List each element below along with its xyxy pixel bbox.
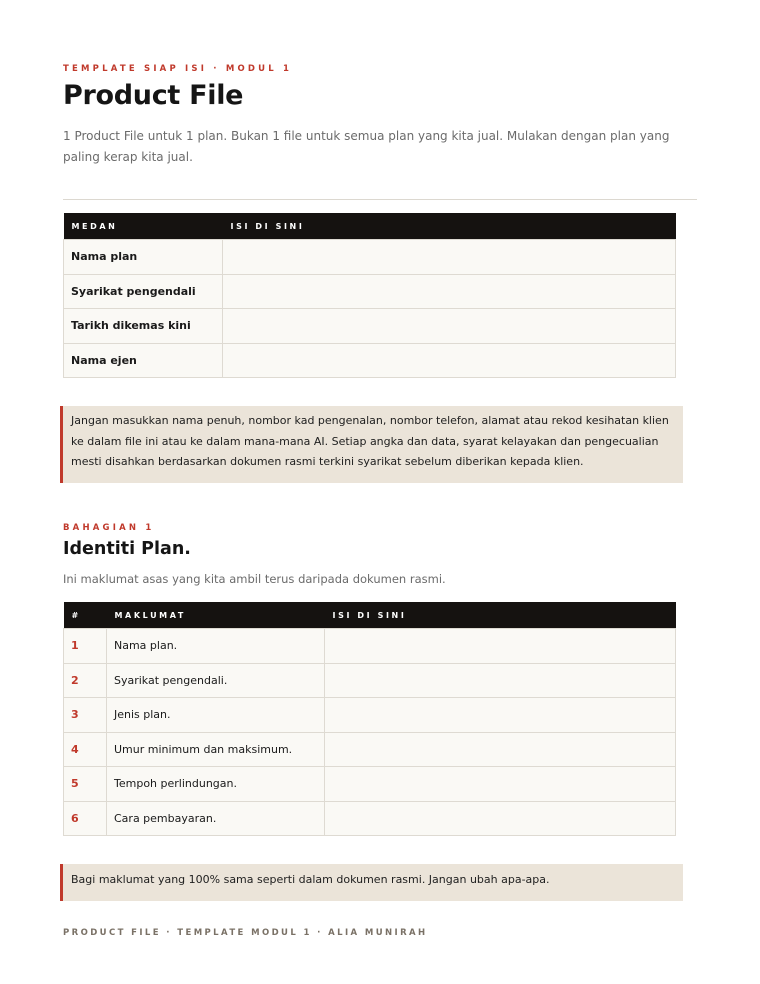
value-cell[interactable] bbox=[325, 698, 676, 733]
meta-table bbox=[63, 213, 676, 378]
value-cell[interactable] bbox=[223, 309, 676, 344]
table-row bbox=[64, 767, 676, 802]
info-label: Cara pembayaran. bbox=[107, 801, 325, 836]
field-label: Nama ejen bbox=[64, 343, 223, 378]
row-number: 1 bbox=[64, 629, 107, 664]
column-header-value: ISI DI SINI bbox=[223, 213, 676, 240]
section-eyebrow: BAHAGIAN 1 bbox=[63, 523, 155, 533]
column-header-info: MAKLUMAT bbox=[107, 602, 325, 629]
field-label: Syarikat pengendali bbox=[64, 274, 223, 309]
row-number: 6 bbox=[64, 801, 107, 836]
info-label: Jenis plan. bbox=[107, 698, 325, 733]
table-row bbox=[64, 274, 676, 309]
section-title: Identiti Plan. bbox=[63, 539, 191, 559]
info-label: Syarikat pengendali. bbox=[107, 663, 325, 698]
table-row bbox=[64, 343, 676, 378]
value-cell[interactable] bbox=[325, 629, 676, 664]
privacy-warning-note: Jangan masukkan nama penuh, nombor kad pengenalan, nombor telefon, alamat atau rekod kesihatan klien ke dalam file ini atau ke dalam mana-mana AI. Setiap angka dan data, syarat kelayakan dan pengecualian mesti disahkan berdasarkan dokumen rasmi terkini syarikat sebelum diberikan kepada klien. bbox=[60, 406, 683, 483]
table-row bbox=[64, 732, 676, 767]
plan-identity-table bbox=[63, 602, 676, 836]
field-label: Tarikh dikemas kini bbox=[64, 309, 223, 344]
field-label: Nama plan bbox=[64, 240, 223, 275]
table-row bbox=[64, 663, 676, 698]
row-number: 5 bbox=[64, 767, 107, 802]
divider bbox=[63, 199, 697, 200]
column-header-number: # bbox=[64, 602, 107, 629]
column-header-field: MEDAN bbox=[64, 213, 223, 240]
value-cell[interactable] bbox=[325, 801, 676, 836]
value-cell[interactable] bbox=[223, 343, 676, 378]
row-number: 2 bbox=[64, 663, 107, 698]
table-row bbox=[64, 801, 676, 836]
info-label: Umur minimum dan maksimum. bbox=[107, 732, 325, 767]
value-cell[interactable] bbox=[325, 732, 676, 767]
page-footer: PRODUCT FILE · TEMPLATE MODUL 1 · ALIA MUNIRAH bbox=[63, 928, 428, 938]
table-row bbox=[64, 698, 676, 733]
plan-table-header bbox=[64, 602, 676, 629]
table-row bbox=[64, 240, 676, 275]
section-subtitle: Ini maklumat asas yang kita ambil terus daripada dokumen rasmi. bbox=[63, 572, 446, 586]
value-cell[interactable] bbox=[223, 240, 676, 275]
value-cell[interactable] bbox=[223, 274, 676, 309]
accuracy-note: Bagi maklumat yang 100% sama seperti dalam dokumen rasmi. Jangan ubah apa-apa. bbox=[60, 864, 683, 901]
page-title: Product File bbox=[63, 80, 244, 111]
row-number: 3 bbox=[64, 698, 107, 733]
table-row bbox=[64, 629, 676, 664]
info-label: Nama plan. bbox=[107, 629, 325, 664]
row-number: 4 bbox=[64, 732, 107, 767]
meta-table-header bbox=[64, 213, 676, 240]
value-cell[interactable] bbox=[325, 663, 676, 698]
value-cell[interactable] bbox=[325, 767, 676, 802]
info-label: Tempoh perlindungan. bbox=[107, 767, 325, 802]
page-lead: 1 Product File untuk 1 plan. Bukan 1 file untuk semua plan yang kita jual. Mulakan dengan plan yang paling kerap kita jual. bbox=[63, 129, 670, 164]
module-eyebrow: TEMPLATE SIAP ISI · MODUL 1 bbox=[63, 64, 293, 74]
table-row bbox=[64, 309, 676, 344]
column-header-value: ISI DI SINI bbox=[325, 602, 676, 629]
